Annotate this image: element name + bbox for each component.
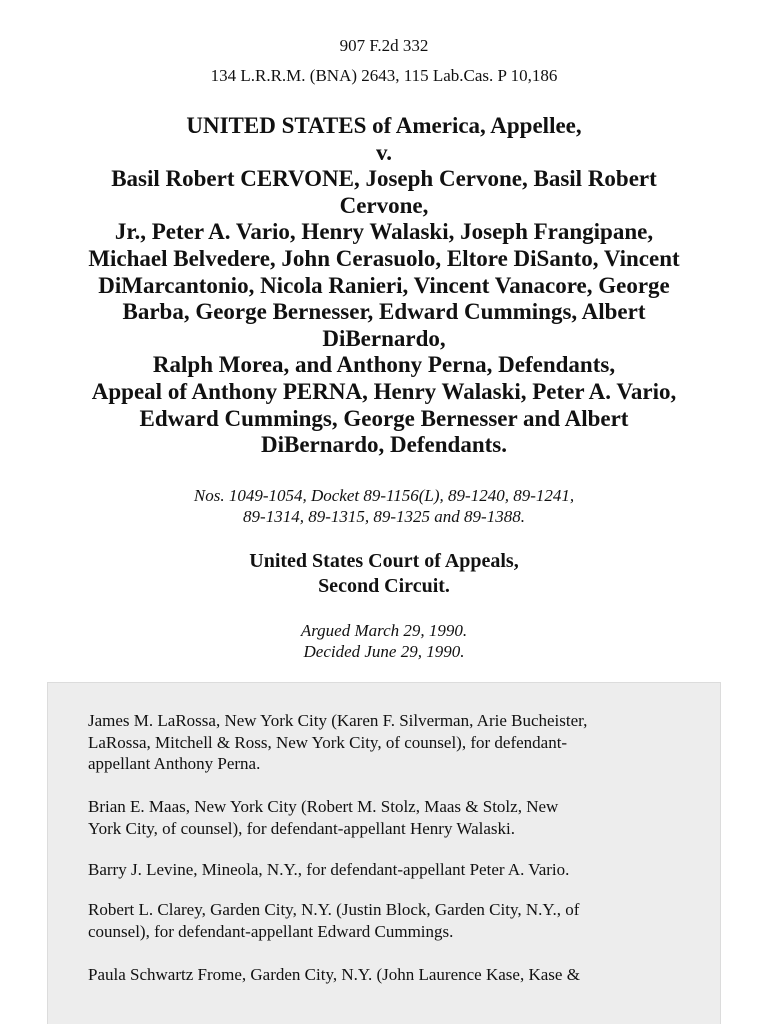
parallel-citations: 134 L.R.R.M. (BNA) 2643, 115 Lab.Cas. P 10,186 — [210, 66, 558, 85]
counsel-line: Barry J. Levine, Mineola, N.Y., for defendant-appellant Peter A. Vario. — [88, 860, 570, 879]
court-line: United States Court of Appeals, — [249, 550, 519, 572]
counsel-line: appellant Anthony Perna. — [88, 754, 261, 773]
argued-date: Argued March 29, 1990. — [300, 621, 468, 640]
caption-line: UNITED STATES of America, Appellee, — [186, 113, 582, 138]
counsel-paragraph — [88, 899, 688, 942]
caption-line: Appeal of Anthony PERNA, Henry Walaski, Peter A. Vario, — [91, 378, 677, 404]
case-caption — [60, 113, 708, 459]
docket-numbers — [0, 485, 768, 527]
caption-line: Jr., Peter A. Vario, Henry Walaski, Joseph Frangipane, — [114, 219, 654, 245]
caption-line: DiBernardo, — [322, 325, 446, 351]
caption-line: Barba, George Bernesser, Edward Cummings, Albert — [122, 299, 646, 325]
counsel-line: Paula Schwartz Frome, Garden City, N.Y. (John Laurence Kase, Kase & — [88, 965, 580, 984]
decided-date: Decided June 29, 1990. — [303, 642, 465, 661]
counsel-paragraph — [88, 796, 688, 839]
caption-line: Basil Robert CERVONE, Joseph Cervone, Basil Robert — [111, 166, 657, 192]
caption-line: DiBernardo, Defendants. — [261, 432, 507, 458]
case-dates — [0, 620, 768, 662]
counsel-paragraph — [88, 859, 688, 881]
court-name — [0, 549, 768, 599]
counsel-section — [47, 682, 721, 1024]
caption-line: v. — [376, 139, 392, 165]
counsel-line: James M. LaRossa, New York City (Karen F. Silverman, Arie Bucheister, — [88, 711, 588, 730]
caption-line: Michael Belvedere, John Cerasuolo, Eltore DiSanto, Vincent — [88, 245, 680, 271]
caption-line: Cervone, — [339, 192, 429, 218]
counsel-line: York City, of counsel), for defendant-appellant Henry Walaski. — [88, 818, 515, 838]
court-line: Second Circuit. — [318, 575, 450, 597]
counsel-line: Brian E. Maas, New York City (Robert M. Stolz, Maas & Stolz, New — [88, 797, 559, 816]
reporter-citation: 907 F.2d 332 — [339, 36, 429, 55]
counsel-paragraph — [88, 964, 688, 986]
docket-line: Nos. 1049-1054, Docket 89-1156(L), 89-1240, 89-1241, — [193, 486, 575, 505]
docket-line: 89-1314, 89-1315, 89-1325 and 89-1388. — [243, 507, 525, 526]
counsel-paragraph — [88, 710, 688, 775]
caption-line: Ralph Morea, and Anthony Perna, Defendants, — [152, 352, 616, 378]
counsel-line: counsel), for defendant-appellant Edward Cummings. — [88, 921, 454, 941]
counsel-line: LaRossa, Mitchell & Ross, New York City, of counsel), for defendant- — [88, 732, 568, 752]
caption-line: Edward Cummings, George Bernesser and Albert — [139, 405, 629, 431]
counsel-line: Robert L. Clarey, Garden City, N.Y. (Justin Block, Garden City, N.Y., of — [88, 900, 580, 919]
caption-line: DiMarcantonio, Nicola Ranieri, Vincent Vanacore, George — [98, 272, 670, 298]
